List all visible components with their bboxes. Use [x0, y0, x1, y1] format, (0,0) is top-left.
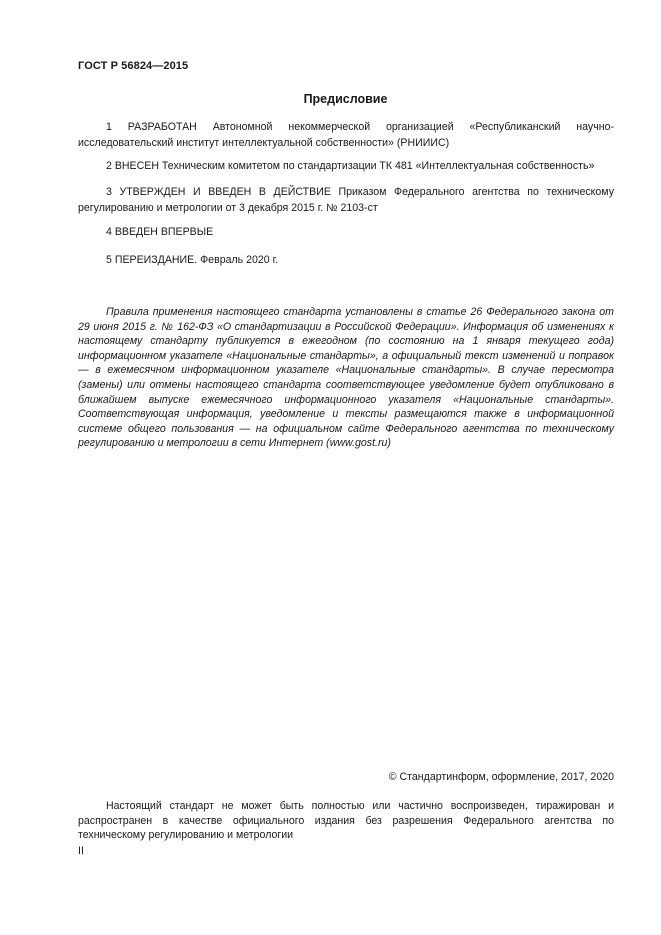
foreword-item-3: 3 УТВЕРЖДЕН И ВВЕДЕН В ДЕЙСТВИЕ Приказом Федерального агентства по техническому регулированию и метрологии от 3 декабря 2015 г. № 2103-ст [78, 186, 614, 214]
section-title: Предисловие [303, 92, 388, 106]
foreword-item-5: 5 ПЕРЕИЗДАНИЕ. Февраль 2020 г. [106, 254, 279, 266]
foreword-item-1: 1 РАЗРАБОТАН Автономной некоммерческой организацией «Республиканский научно-исследовательский институт интеллектуальной собственности» (РНИИИС) [78, 121, 614, 149]
page-number: II [78, 845, 84, 857]
foreword-item-2: 2 ВНЕСЕН Техническим комитетом по стандартизации ТК 481 «Интеллектуальная собственность» [106, 160, 595, 172]
reproduction-notice: Настоящий стандарт не может быть полностью или частично воспроизведен, тиражирован и распространен в качестве официального издания без разрешения Федерального агентства по техническому регулированию и метрологии [78, 800, 614, 842]
application-rules-notice: Правила применения настоящего стандарта установлены в статье 26 Федерального закона от 29 июня 2015 г. № 162-ФЗ «О стандартизации в Российской Федерации». Информация об изменениях к настоящему стандарту публикуется в ежегодном (по состоянию на 1 января текущего года) информационном указателе «Национальные стандарты», а официальный текст изменений и поправок — в ежемесячном информационном указателе «Национальные стандарты». В случае пересмотра (замены) или отмены настоящего стандарта соответствующее уведомление будет опубликовано в ближайшем выпуске ежемесячного информационного указателя «Национальные стандарты». Соответствующая информация, уведомление и тексты размещаются также в информационной системе общего пользования — на официальном сайте Федерального агентства по техническому регулированию и метрологии в сети Интернет (www.gost.ru) [78, 306, 614, 450]
document-header: ГОСТ Р 56824—2015 [78, 60, 189, 72]
foreword-item-4: 4 ВВЕДЕН ВПЕРВЫЕ [106, 226, 214, 238]
copyright-line: © Стандартинформ, оформление, 2017, 2020 [388, 771, 614, 783]
